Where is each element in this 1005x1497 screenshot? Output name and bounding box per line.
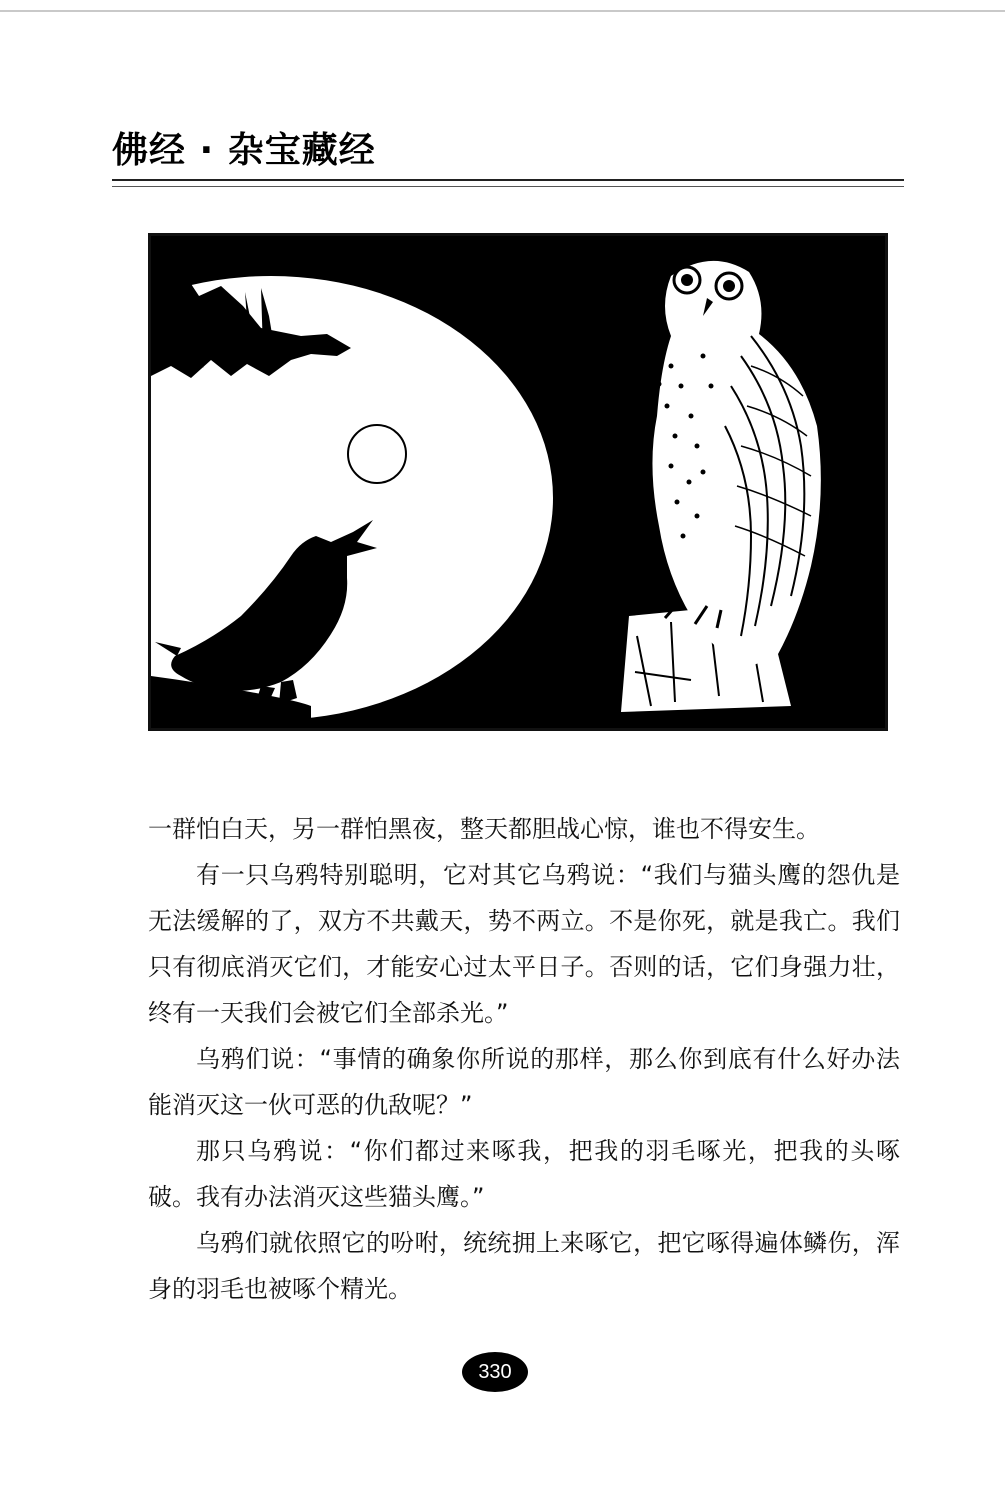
paragraph: 乌鸦们就依照它的吩咐，统统拥上来啄它，把它啄得遍体鳞伤，浑身的羽毛也被啄个精光。 (148, 1229, 900, 1303)
book-title-header: 佛经 · 杂宝藏经 (112, 130, 376, 171)
paragraph: 一群怕白天，另一群怕黑夜，整天都胆战心惊，谁也不得安生。 (148, 815, 820, 843)
moon-icon (348, 425, 406, 483)
page-number-badge: 330 (462, 1352, 528, 1392)
story-body (148, 806, 900, 1312)
crow-owl-illustration (148, 233, 888, 731)
paragraph: 乌鸦们说：“事情的确象你所说的那样，那么你到底有什么好办法能消灭这一伙可恶的仇敌呢？” (148, 1045, 900, 1119)
scan-edge-line (0, 10, 1005, 12)
header-rule-thin (112, 186, 904, 187)
header-rule-thick (112, 179, 904, 181)
illustration-svg (151, 236, 885, 728)
paragraph: 那只乌鸦说：“你们都过来啄我，把我的羽毛啄光，把我的头啄破。我有办法消灭这些猫头鹰。” (148, 1137, 900, 1211)
paragraph: 有一只乌鸦特别聪明，它对其它乌鸦说：“我们与猫头鹰的怨仇是无法缓解的了，双方不共戴天，势不两立。不是你死，就是我亡。我们只有彻底消灭它们，才能安心过太平日子。否则的话，它们身强力壮，终有一天我们会被它们全部杀光。” (148, 861, 900, 1027)
